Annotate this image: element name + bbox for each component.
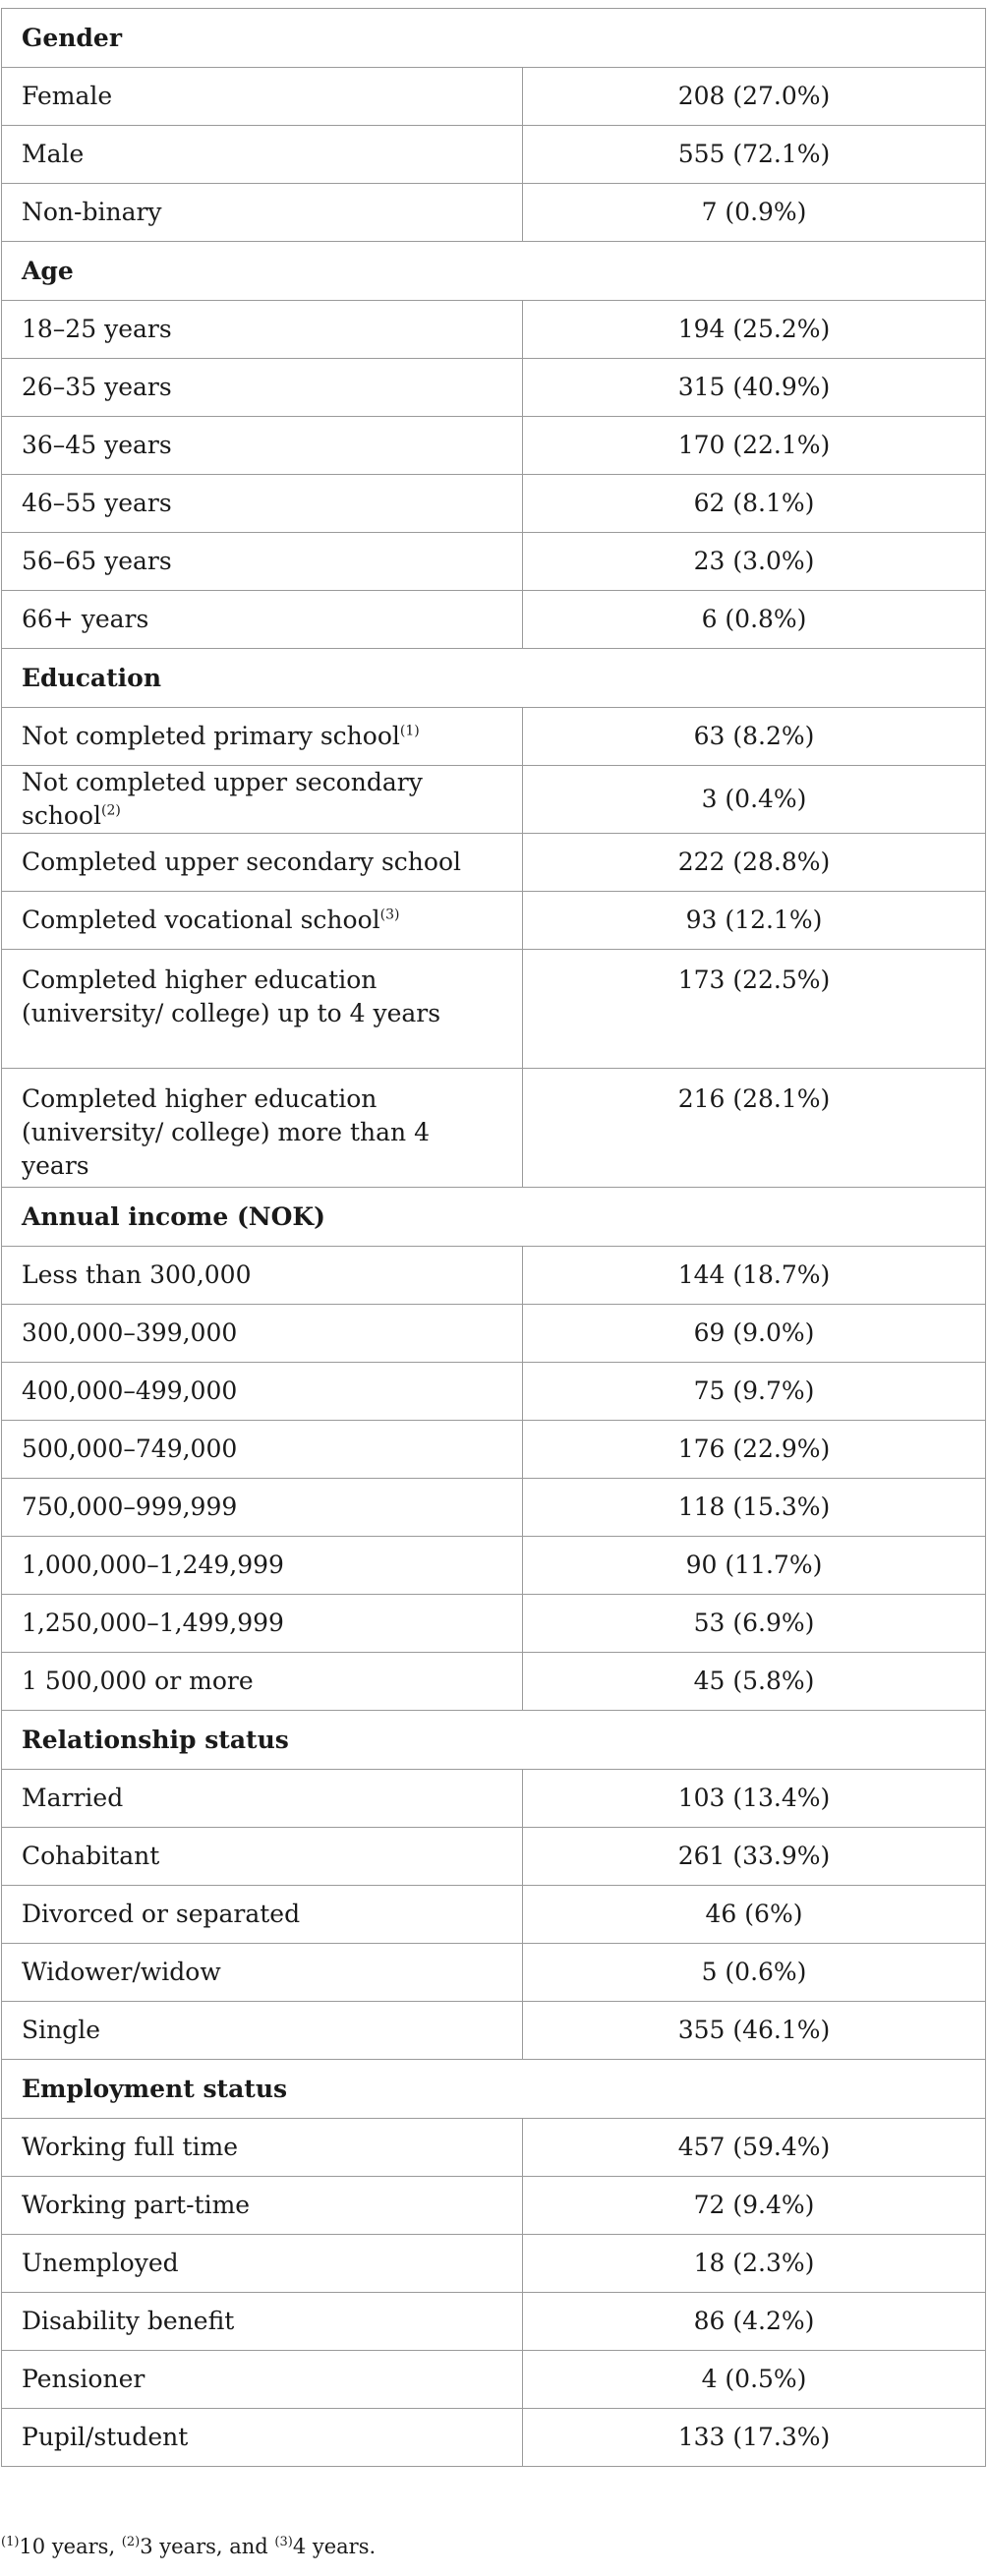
- row-label-cell: [2, 591, 523, 649]
- row-label: Completed higher education (university/ college) more than 4 years: [22, 1084, 430, 1180]
- table-row: [2, 766, 986, 834]
- table-row: [2, 1537, 986, 1595]
- table-row: [2, 2177, 986, 2235]
- row-label-cell: [2, 68, 523, 126]
- row-label-cell: [2, 892, 523, 950]
- row-value: 355 (46.1%): [523, 2002, 986, 2060]
- table-row: [2, 1421, 986, 1479]
- row-value: 72 (9.4%): [523, 2177, 986, 2235]
- row-value: 222 (28.8%): [523, 834, 986, 892]
- row-label-cell: [2, 1537, 523, 1595]
- row-label-cell: [2, 1305, 523, 1363]
- row-label-cell: [2, 834, 523, 892]
- row-label-cell: [2, 2235, 523, 2293]
- row-label: 400,000–499,000: [22, 1376, 238, 1405]
- row-label: Married: [22, 1784, 124, 1812]
- section-header-row: [2, 2060, 986, 2119]
- row-value: 62 (8.1%): [523, 475, 986, 533]
- footnote-marker: (3): [274, 2535, 293, 2549]
- table-row: [2, 68, 986, 126]
- section-header-row: [2, 1188, 986, 1247]
- footnote-text: 10 years,: [19, 2535, 122, 2558]
- row-value: 63 (8.2%): [523, 708, 986, 766]
- row-value: 90 (11.7%): [523, 1537, 986, 1595]
- row-value: 4 (0.5%): [523, 2351, 986, 2409]
- table-row: [2, 184, 986, 242]
- section-title: Annual income (NOK): [2, 1188, 986, 1247]
- table-row: [2, 591, 986, 649]
- table-row: [2, 1479, 986, 1537]
- section-title: Education: [2, 649, 986, 708]
- row-label-cell: [2, 2119, 523, 2177]
- section-header-row: [2, 649, 986, 708]
- row-label: 56–65 years: [22, 547, 172, 575]
- row-label-cell: [2, 2293, 523, 2351]
- footnote-marker: (3): [379, 907, 400, 923]
- row-label-cell: [2, 1828, 523, 1886]
- row-label-cell: [2, 1479, 523, 1537]
- row-value: 194 (25.2%): [523, 301, 986, 359]
- row-label: Unemployed: [22, 2249, 179, 2277]
- row-label: 36–45 years: [22, 431, 172, 459]
- row-label-cell: [2, 708, 523, 766]
- table-row: [2, 2002, 986, 2060]
- section-title: Gender: [2, 9, 986, 68]
- table-row: [2, 475, 986, 533]
- footnote-text: 3 years, and: [140, 2535, 275, 2558]
- row-label: 66+ years: [22, 605, 149, 633]
- row-label-cell: [2, 533, 523, 591]
- row-value: 118 (15.3%): [523, 1479, 986, 1537]
- row-value: 457 (59.4%): [523, 2119, 986, 2177]
- row-value: 144 (18.7%): [523, 1247, 986, 1305]
- table-footnote: [1, 2535, 376, 2559]
- row-value: 7 (0.9%): [523, 184, 986, 242]
- row-value: 53 (6.9%): [523, 1595, 986, 1653]
- row-label: Male: [22, 140, 85, 168]
- row-label-cell: [2, 950, 523, 1069]
- section-header-row: [2, 242, 986, 301]
- row-label: Non-binary: [22, 198, 162, 226]
- row-label-cell: [2, 1363, 523, 1421]
- table-row: [2, 533, 986, 591]
- row-value: 6 (0.8%): [523, 591, 986, 649]
- row-value: 75 (9.7%): [523, 1363, 986, 1421]
- table-row: [2, 1247, 986, 1305]
- row-label-cell: [2, 475, 523, 533]
- row-label-cell: [2, 2002, 523, 2060]
- table-row: [2, 2119, 986, 2177]
- row-value: 69 (9.0%): [523, 1305, 986, 1363]
- table-row: [2, 834, 986, 892]
- row-value: 133 (17.3%): [523, 2409, 986, 2467]
- row-label: Completed upper secondary school: [22, 848, 462, 876]
- row-value: 170 (22.1%): [523, 417, 986, 475]
- row-label: Not completed primary school: [22, 722, 400, 750]
- row-label-cell: [2, 1886, 523, 1944]
- table-row: [2, 1595, 986, 1653]
- section-title: Relationship status: [2, 1711, 986, 1770]
- row-value: 3 (0.4%): [523, 766, 986, 834]
- row-label-cell: [2, 417, 523, 475]
- row-label: Disability benefit: [22, 2307, 235, 2335]
- table-row: [2, 1944, 986, 2002]
- row-value: 555 (72.1%): [523, 126, 986, 184]
- row-value: 216 (28.1%): [523, 1069, 986, 1188]
- table-row: [2, 1653, 986, 1711]
- row-label: 1,250,000–1,499,999: [22, 1609, 284, 1637]
- table-row: [2, 359, 986, 417]
- table-row: [2, 2293, 986, 2351]
- row-value: 208 (27.0%): [523, 68, 986, 126]
- row-value: 86 (4.2%): [523, 2293, 986, 2351]
- table-row: [2, 417, 986, 475]
- row-value: 261 (33.9%): [523, 1828, 986, 1886]
- row-label-cell: [2, 301, 523, 359]
- row-label-cell: [2, 126, 523, 184]
- row-label-cell: [2, 2177, 523, 2235]
- row-label: Pupil/student: [22, 2423, 189, 2451]
- row-label-cell: [2, 1421, 523, 1479]
- row-label: Pensioner: [22, 2365, 145, 2393]
- row-label-cell: [2, 1944, 523, 2002]
- row-label-cell: [2, 1247, 523, 1305]
- row-label-cell: [2, 1595, 523, 1653]
- row-label: Not completed upper secondary school: [22, 768, 423, 830]
- section-header-row: [2, 9, 986, 68]
- table-row: [2, 301, 986, 359]
- table-row: [2, 1305, 986, 1363]
- footnote-marker: (2): [121, 2535, 141, 2549]
- table-row: [2, 2235, 986, 2293]
- row-value: 18 (2.3%): [523, 2235, 986, 2293]
- row-label: 500,000–749,000: [22, 1434, 238, 1463]
- row-label: 750,000–999,999: [22, 1493, 238, 1521]
- row-label-cell: [2, 1653, 523, 1711]
- table-row: [2, 2409, 986, 2467]
- table-row: [2, 1363, 986, 1421]
- row-label: Working full time: [22, 2133, 239, 2161]
- row-label: Completed higher education (university/ college) up to 4 years: [22, 966, 441, 1027]
- row-label: Working part-time: [22, 2191, 251, 2219]
- row-value: 45 (5.8%): [523, 1653, 986, 1711]
- row-label: 26–35 years: [22, 373, 172, 401]
- row-label: Less than 300,000: [22, 1260, 252, 1289]
- row-label-cell: [2, 359, 523, 417]
- table-row: [2, 2351, 986, 2409]
- row-label: Cohabitant: [22, 1842, 160, 1870]
- row-label: 300,000–399,000: [22, 1318, 238, 1347]
- table-row: [2, 126, 986, 184]
- row-label-cell: [2, 2409, 523, 2467]
- table-row: [2, 1770, 986, 1828]
- row-label: 1,000,000–1,249,999: [22, 1551, 284, 1579]
- row-label-cell: [2, 2351, 523, 2409]
- footnote-marker: (1): [399, 723, 420, 739]
- row-value: 176 (22.9%): [523, 1421, 986, 1479]
- row-value: 23 (3.0%): [523, 533, 986, 591]
- row-value: 173 (22.5%): [523, 950, 986, 1069]
- row-value: 315 (40.9%): [523, 359, 986, 417]
- table-row: [2, 1069, 986, 1188]
- table-row: [2, 1886, 986, 1944]
- table-row: [2, 708, 986, 766]
- row-label-cell: [2, 1069, 523, 1188]
- table-row: [2, 892, 986, 950]
- row-label: Divorced or separated: [22, 1900, 301, 1928]
- row-label: 1 500,000 or more: [22, 1667, 254, 1695]
- row-label: 18–25 years: [22, 315, 172, 343]
- row-label: Widower/widow: [22, 1958, 221, 1986]
- section-header-row: [2, 1711, 986, 1770]
- row-label: Female: [22, 82, 113, 110]
- footnote-text: 4 years.: [292, 2535, 377, 2558]
- row-label: Single: [22, 2016, 101, 2044]
- row-label-cell: [2, 766, 523, 834]
- row-value: 93 (12.1%): [523, 892, 986, 950]
- section-title: Age: [2, 242, 986, 301]
- table-row: [2, 950, 986, 1069]
- row-value: 103 (13.4%): [523, 1770, 986, 1828]
- row-label: Completed vocational school: [22, 906, 380, 934]
- row-label: 46–55 years: [22, 489, 172, 517]
- row-value: 46 (6%): [523, 1886, 986, 1944]
- demographics-table: [1, 8, 986, 2467]
- row-label-cell: [2, 184, 523, 242]
- row-value: 5 (0.6%): [523, 1944, 986, 2002]
- section-title: Employment status: [2, 2060, 986, 2119]
- row-label-cell: [2, 1770, 523, 1828]
- table-row: [2, 1828, 986, 1886]
- footnote-marker: (1): [1, 2535, 20, 2549]
- table-body: [2, 9, 986, 2467]
- footnote-marker: (2): [101, 802, 121, 819]
